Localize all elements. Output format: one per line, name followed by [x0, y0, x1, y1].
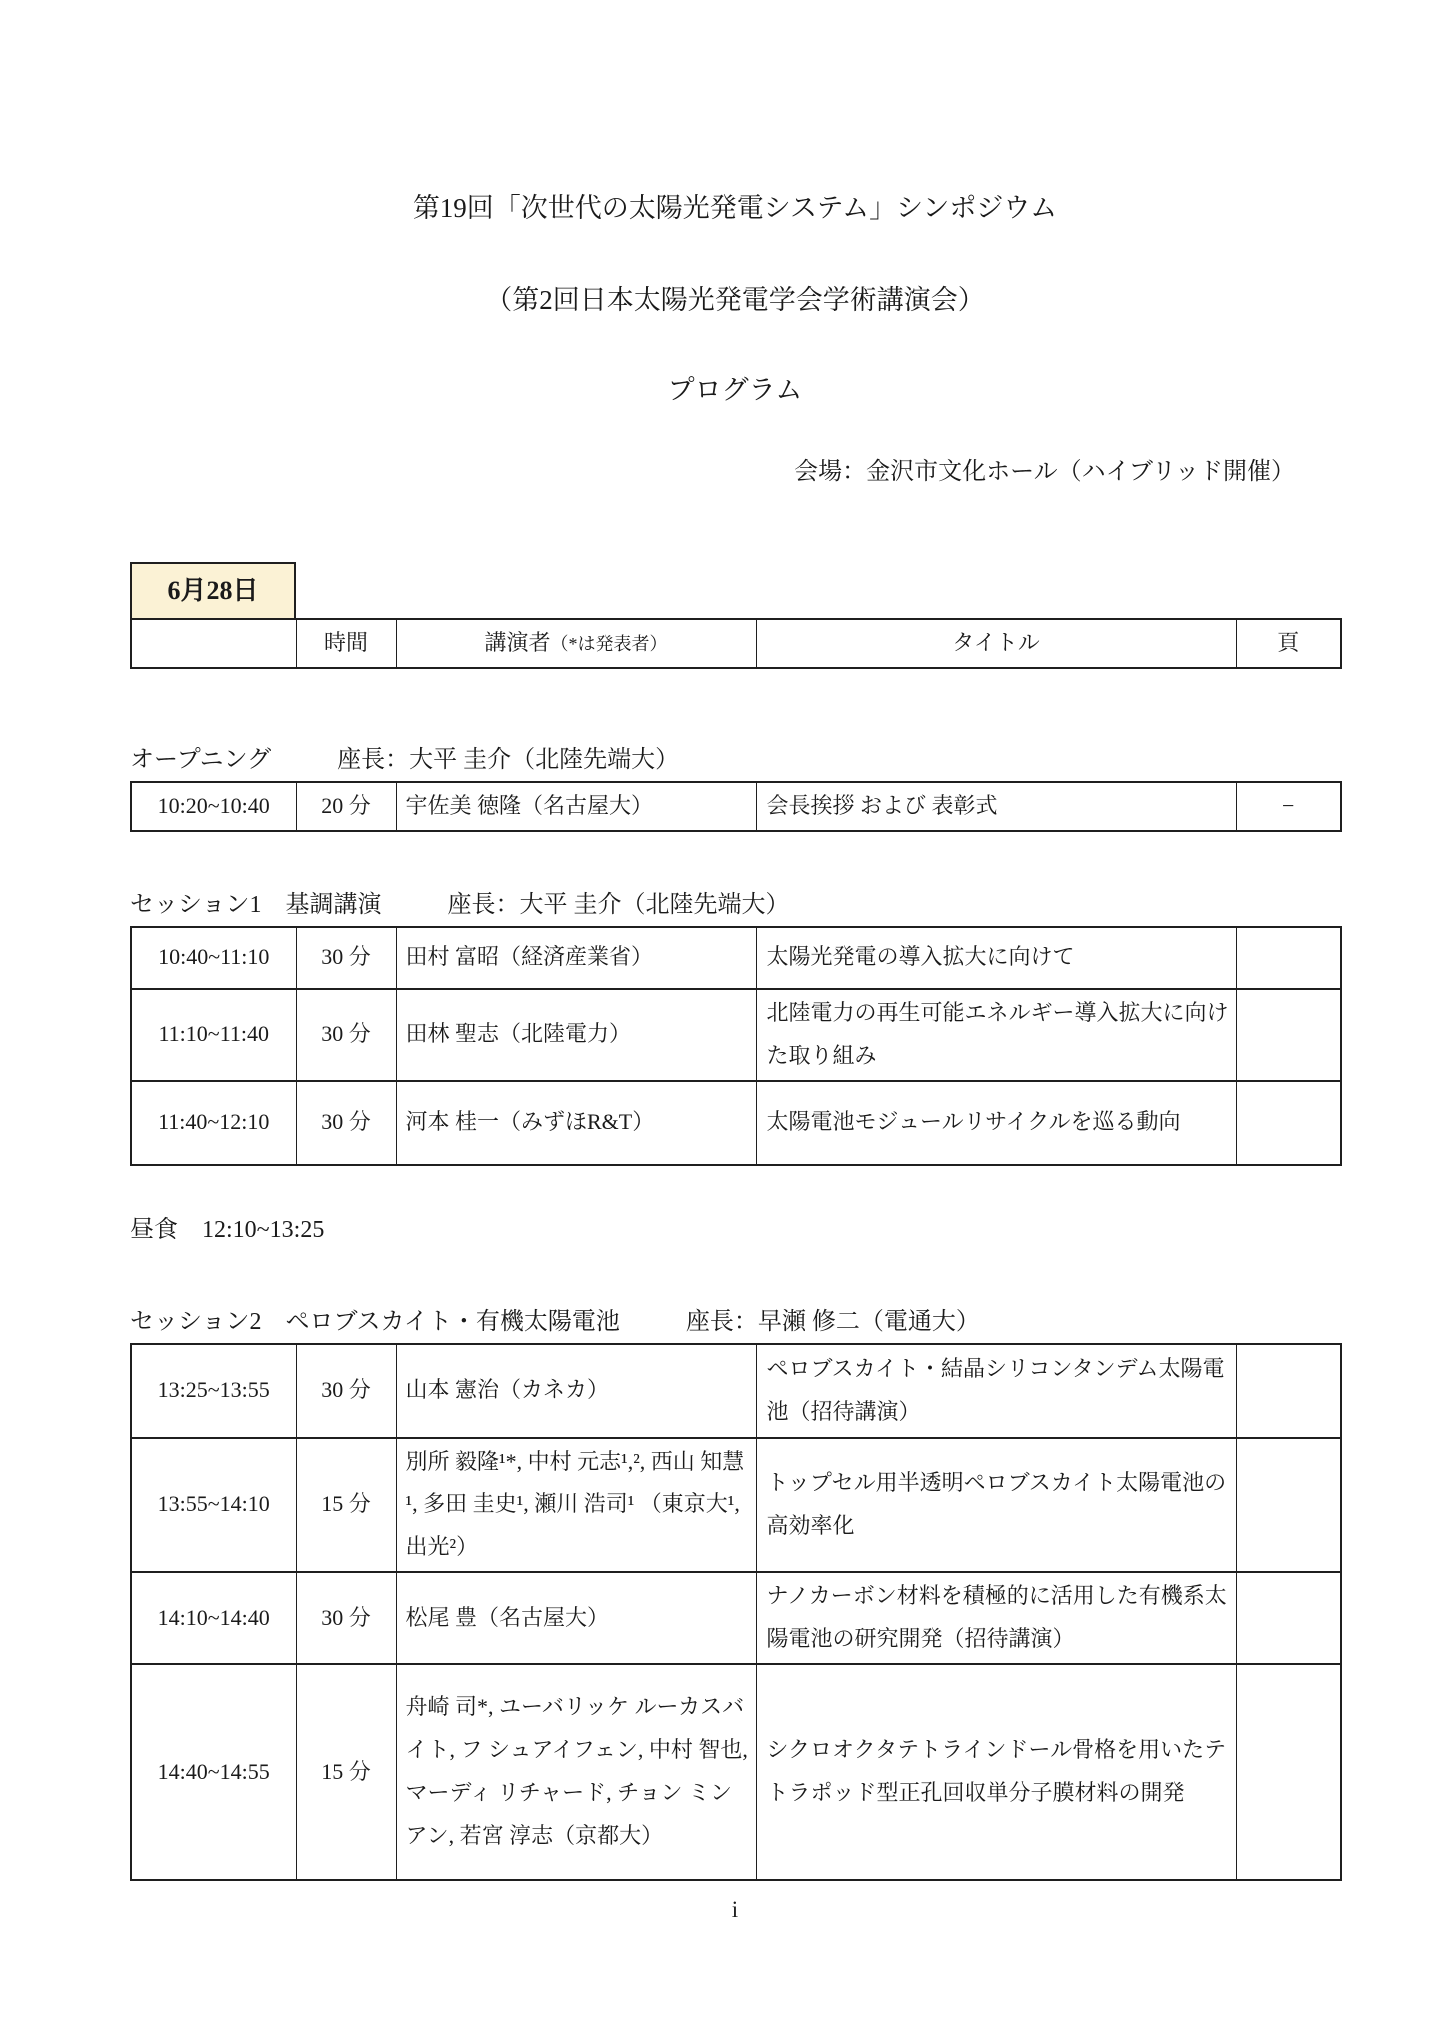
row-title: トップセル用半透明ペロブスカイト太陽電池の高効率化: [756, 1438, 1236, 1573]
row-speaker: 山本 憲治（カネカ）: [396, 1344, 756, 1438]
header-page-cell: 頁: [1236, 619, 1341, 668]
row-page: [1236, 1344, 1341, 1438]
section-chair: 座長：大平 圭介（北陸先端大）: [337, 746, 680, 773]
row-time: 14:10~14:40: [131, 1572, 296, 1664]
session1-table: [130, 926, 1342, 1166]
venue-line: 会場：金沢市文化ホール（ハイブリッド開催）: [794, 459, 1295, 485]
row-duration: 30 分: [296, 989, 396, 1081]
header-time-cell: 時間: [296, 619, 396, 668]
row-title: 北陸電力の再生可能エネルギー導入拡大に向けた取り組み: [756, 989, 1236, 1081]
table-row: [131, 1572, 1341, 1664]
row-time: 13:25~13:55: [131, 1344, 296, 1438]
section-head-session1: [130, 889, 1340, 921]
row-duration: 30 分: [296, 1344, 396, 1438]
table-row: [131, 1344, 1341, 1438]
section-chair: 座長：大平 圭介（北陸先端大）: [447, 891, 790, 918]
section-name: セッション2 ペロブスカイト・有機太陽電池: [130, 1308, 620, 1335]
row-time: 13:55~14:10: [131, 1438, 296, 1573]
lunch-line: 昼食 12:10~13:25: [130, 1216, 325, 1243]
header-speaker-label: 講演者: [484, 630, 551, 655]
table-row: [131, 1664, 1341, 1880]
row-duration: 15 分: [296, 1664, 396, 1880]
row-page: [1236, 1438, 1341, 1573]
header-title-cell: タイトル: [756, 619, 1236, 668]
section-name: セッション1 基調講演: [130, 891, 382, 918]
table-row: [131, 1081, 1341, 1165]
section-chair: 座長：早瀬 修二（電通大）: [685, 1308, 980, 1335]
row-title: 太陽電池モジュールリサイクルを巡る動向: [756, 1081, 1236, 1165]
row-page: [1236, 1081, 1341, 1165]
row-title: 会長挨拶 および 表彰式: [756, 782, 1236, 831]
row-title: シクロオクタテトラインドール骨格を用いたテトラポッド型正孔回収単分子膜材料の開発: [756, 1664, 1236, 1880]
row-time: 10:40~11:10: [131, 927, 296, 989]
header-speaker-cell: [396, 619, 756, 668]
row-speaker: 別所 毅隆¹*, 中村 元志¹,², 西山 知慧¹, 多田 圭史¹, 瀬川 浩司¹ （東京大¹, 出光²）: [396, 1438, 756, 1573]
header-speaker-note: （*は発表者）: [550, 634, 668, 654]
row-title: 太陽光発電の導入拡大に向けて: [756, 927, 1236, 989]
row-page: [1236, 1572, 1341, 1664]
table-row: [131, 1438, 1341, 1573]
row-duration: 30 分: [296, 1081, 396, 1165]
row-page: [1236, 927, 1341, 989]
row-duration: 15 分: [296, 1438, 396, 1573]
symposium-subtitle: （第2回日本太陽光発電学会学術講演会）: [485, 285, 985, 315]
row-time: 11:10~11:40: [131, 989, 296, 1081]
session2-table: [130, 1343, 1342, 1881]
section-head-session2: [130, 1306, 1340, 1338]
column-header-row: [131, 619, 1341, 668]
row-speaker: 田林 聖志（北陸電力）: [396, 989, 756, 1081]
row-page: [1236, 1664, 1341, 1880]
row-time: 10:20~10:40: [131, 782, 296, 831]
row-time: 11:40~12:10: [131, 1081, 296, 1165]
row-page: [1236, 989, 1341, 1081]
symposium-title: 第19回「次世代の太陽光発電システム」シンポジウム: [412, 193, 1058, 223]
date-badge: 6月28日: [130, 562, 296, 618]
page-number: i: [731, 1897, 739, 1923]
row-duration: 30 分: [296, 927, 396, 989]
row-speaker: 宇佐美 徳隆（名古屋大）: [396, 782, 756, 831]
row-time: 14:40~14:55: [131, 1664, 296, 1880]
section-head-opening: [130, 744, 1340, 776]
table-row: [131, 927, 1341, 989]
row-speaker: 松尾 豊（名古屋大）: [396, 1572, 756, 1664]
header-blank-cell: [131, 619, 296, 668]
row-title: ペロブスカイト・結晶シリコンタンデム太陽電池（招待講演）: [756, 1344, 1236, 1438]
row-speaker: 舟崎 司*, ユーバリッケ ルーカスバイト, フ シュアイフェン, 中村 智也, マーディ リチャード, チョン ミンアン, 若宮 淳志（京都大）: [396, 1664, 756, 1880]
row-speaker: 田村 富昭（経済産業省）: [396, 927, 756, 989]
table-row: [131, 989, 1341, 1081]
row-page: −: [1236, 782, 1341, 831]
section-name: オープニング: [130, 746, 272, 773]
opening-table: [130, 781, 1342, 832]
row-duration: 30 分: [296, 1572, 396, 1664]
row-speaker: 河本 桂一（みずほR&T）: [396, 1081, 756, 1165]
column-header-table: [130, 618, 1342, 669]
row-duration: 20 分: [296, 782, 396, 831]
row-title: ナノカーボン材料を積極的に活用した有機系太陽電池の研究開発（招待講演）: [756, 1572, 1236, 1664]
table-row: [131, 782, 1341, 831]
program-heading: プログラム: [667, 375, 803, 405]
